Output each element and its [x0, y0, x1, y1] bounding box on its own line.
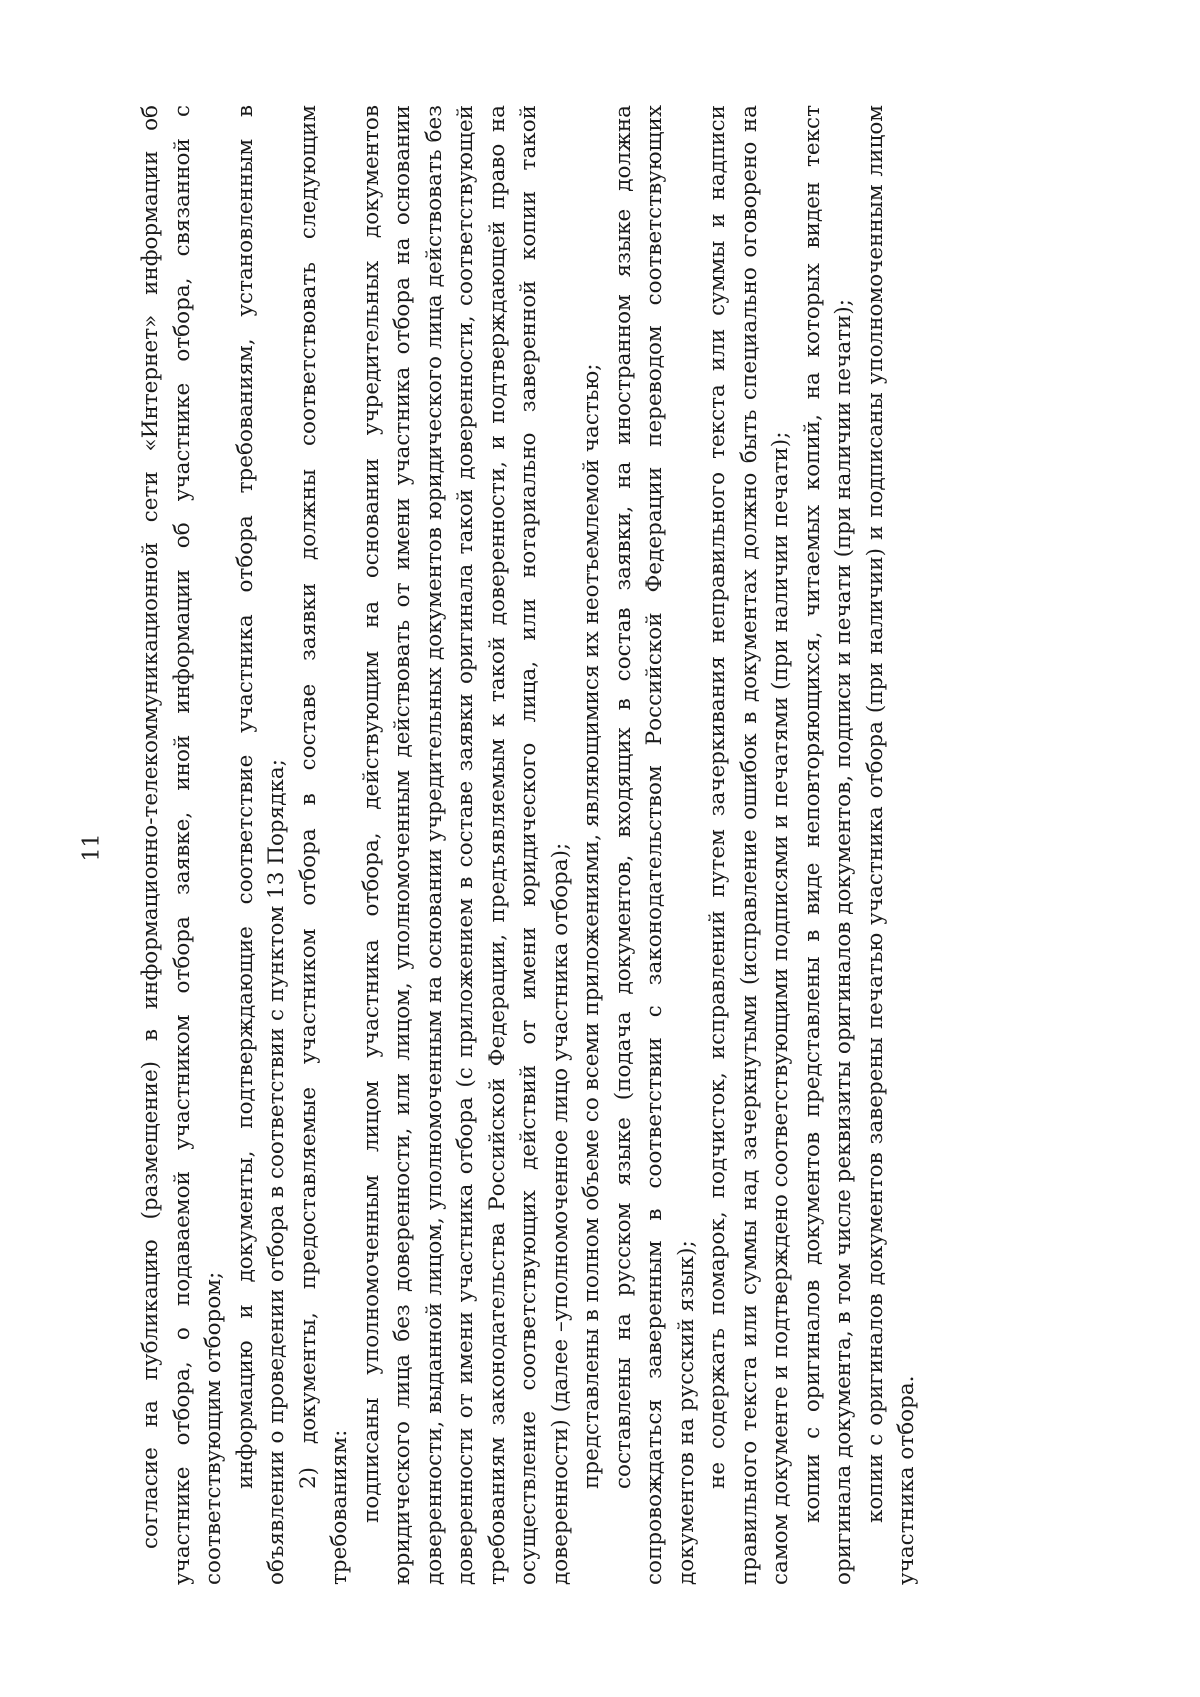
paragraph-russian-language: составлены на русском языке (подача документов, входящих в состав заявки, на иностранном языке должна сопровождаться заверенным в соответствии с законодательством Российской Федерации переводом соответствующих документов на русский язык); [610, 105, 699, 1585]
paragraph-no-corrections: не содержать помарок, подчисток, исправлений путем зачеркивания неправильного текста или суммы и надписи правильного текста или суммы над зачеркнутыми (исправление ошибок в документах должно быть специально оговорено на самом документе и подтверждено соответствующими подписями и печатями (при наличии печати); [705, 105, 793, 1585]
paragraph-signed-by-authorized: подписаны уполномоченным лицом участника отбора, действующим на основании учредительных документов юридического лица без доверенности, или лицом, уполномоченным действовать от имени участника отбора на основании доверенности, выданной лицом, уполномоченным на основании учредительных документов юридического лица действовать без доверенности от имени участника отбора (с приложением в составе заявки оригинала такой доверенности, соответствующей требованиям законодательства Российской Федерации, предъявляемым к такой доверенности, и подтверждающей право на осуществление соответствующих действий от имени юридического лица, или нотариально заверенной копии такой доверенности) (далее –уполномоченное лицо участника отбора); [358, 105, 573, 1585]
paragraph-full-volume: представлены в полном объеме со всеми приложениями, являющимися их неотъемлемой частью; [579, 363, 604, 1489]
paragraph-information-documents: информацию и документы, подтверждающие соответствие участника отбора требованиям, установленным в объявлении о проведении отбора в соответствии с пунктом 13 Порядка; [232, 105, 289, 1585]
paragraph-copies-certified: копии с оригиналов документов заверены печатью участника отбора (при наличии) и подписаны уполномоченным лицом участника отбора. [862, 105, 919, 1585]
page-number: 11 [79, 833, 105, 862]
document-body [135, 105, 923, 1585]
paragraph-copies-readable: копии с оригиналов документов представлены в виде неповторяющихся, читаемых копий, на которых виден текст оригинала документа, в том числе реквизиты оригиналов документов, подписи и печати (при наличии печати); [799, 105, 856, 1585]
paragraph-document-requirements: 2) документы, предоставляемые участником отбора в составе заявки должны соответствовать следующим требованиям: [295, 105, 352, 1585]
paragraph-consent-publication: согласие на публикацию (размещение) в информационно-телекоммуникационной сети «Интернет» информации об участнике отбора, о подаваемой участником отбора заявке, иной информации об участнике отбора, связанной с соответствующим отбором; [138, 105, 226, 1585]
